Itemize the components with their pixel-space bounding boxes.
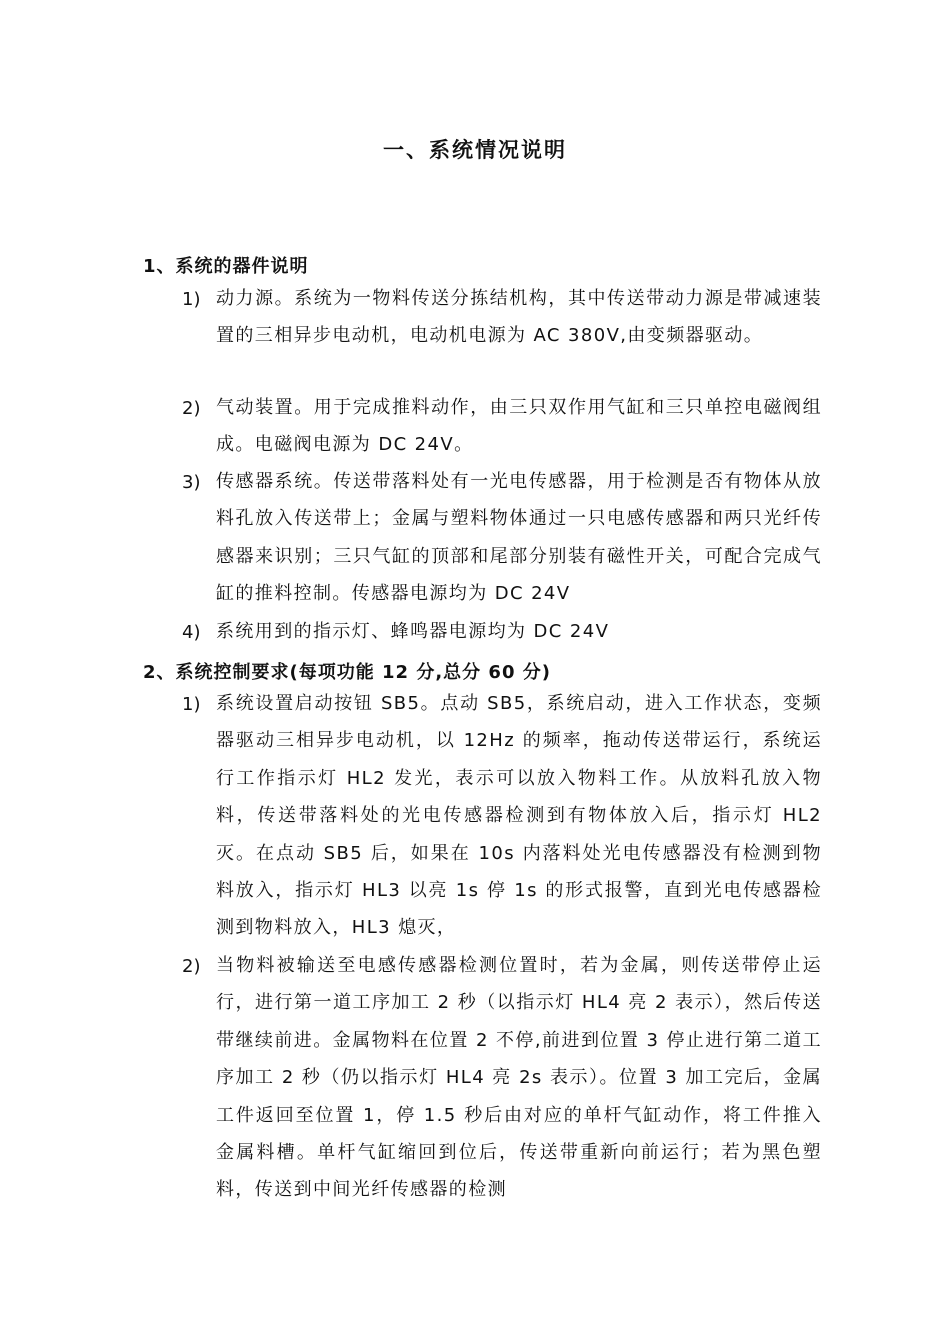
list-item — [182, 622, 822, 650]
item-text: 系统用到的指示灯、蜂鸣器电源均为 DC 24V — [216, 621, 610, 642]
item-number: 4) — [182, 622, 201, 643]
list-item — [182, 398, 822, 464]
section-heading-components: 1、系统的器件说明 — [143, 256, 309, 277]
item-text: 气动装置。用于完成推料动作，由三只双作用气缸和三只单控电磁阀组成。电磁阀电源为 DC 24V。 — [216, 397, 822, 456]
list-item — [182, 694, 822, 947]
list-item — [182, 289, 822, 355]
item-number: 2) — [182, 398, 201, 419]
item-number: 2) — [182, 956, 201, 977]
item-text: 系统设置启动按钮 SB5。点动 SB5，系统启动，进入工作状态，变频器驱动三相异步电动机，以 12Hz 的频率，拖动传送带运行，系统运行工作指示灯 HL2 发光，表示可以放入物料工作。从放料孔放入物料，传送带落料处的光电传感器检测到有物体放入后，指示灯 HL2 灭。在点动 SB5 后，如果在 10s 内落料处光电传感器没有检测到物料放入，指示灯 HL3 以亮 1s 停 1s 的形式报警，直到光电传感器检测到物料放入，HL3 熄灭， — [216, 693, 822, 939]
page-title: 一、系统情况说明 — [383, 138, 567, 162]
item-number: 1) — [182, 694, 201, 715]
list-item — [182, 472, 822, 613]
item-text: 动力源。系统为一物料传送分拣结机构，其中传送带动力源是带减速装置的三相异步电动机，电动机电源为 AC 380V,由变频器驱动。 — [216, 288, 822, 347]
list-item — [182, 956, 822, 1209]
section-heading-control: 2、系统控制要求(每项功能 12 分,总分 60 分) — [143, 662, 551, 683]
item-text: 当物料被输送至电感传感器检测位置时，若为金属，则传送带停止运行，进行第一道工序加工 2 秒（以指示灯 HL4 亮 2 表示），然后传送带继续前进。金属物料在位置 2 不停,前进到位置 3 停止进行第二道工序加工 2 秒（仍以指示灯 HL4 亮 2s 表示）。位置 3 加工完后，金属工件返回至位置 1，停 1.5 秒后由对应的单杆气缸动作，将工件推入金属料槽。单杆气缸缩回到位后，传送带重新向前运行；若为黑色塑料，传送到中间光纤传感器的检测 — [216, 955, 822, 1201]
item-number: 1) — [182, 289, 201, 310]
item-text: 传感器系统。传送带落料处有一光电传感器，用于检测是否有物体从放料孔放入传送带上；金属与塑料物体通过一只电感传感器和两只光纤传感器来识别；三只气缸的顶部和尾部分别装有磁性开关，可配合完成气缸的推料控制。传感器电源均为 DC 24V — [216, 471, 822, 605]
item-number: 3) — [182, 472, 201, 493]
